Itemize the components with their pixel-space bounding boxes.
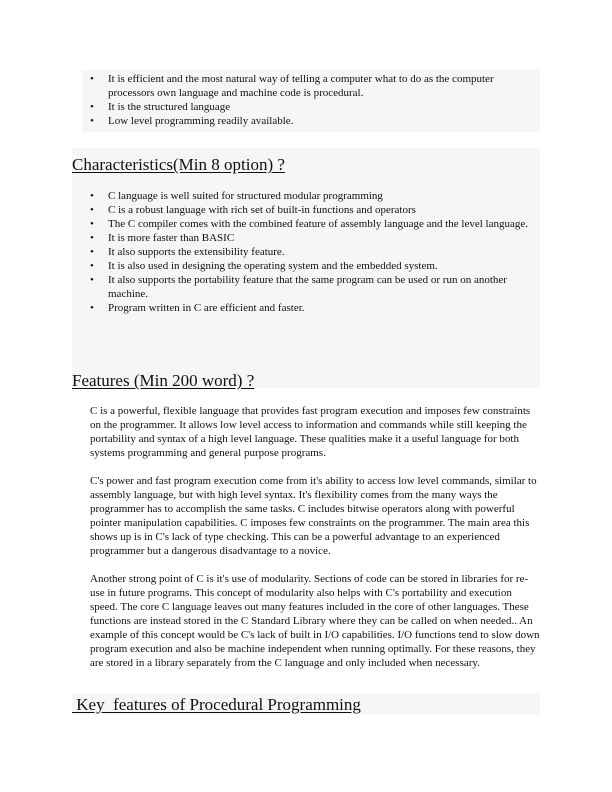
key-features-heading: Key features of Procedural Programming	[72, 695, 361, 714]
features-paragraph-2: C's power and fast program execution come from it's ability to access low level commands, similar to assembly language, but with high level syntax. It's flexibility comes from the many ways the programmer has to accomplish the same tasks. C includes bitwise operators along with powerful pointer manipulation capabilities. C imposes few constraints on the programmer. The main area this shows up is in C's lack of type checking. This can be a powerful advantage to an experienced programmer but a dangerous disadvantage to a novice.	[90, 475, 537, 557]
intro-list	[90, 72, 538, 128]
list-item: • The C compiler comes with the combined feature of assembly language and the level language.	[90, 217, 528, 231]
list-item: • It is efficient and the most natural way of telling a computer what to do as the computer processors own language and machine code is procedural.	[90, 72, 538, 100]
features-paragraph-3: Another strong point of C is it's use of modularity. Sections of code can be stored in libraries for re-use in future programs. This concept of modularity also helps with C's portability and execution speed. The core C language leaves out many features included in the core of other languages. These functions are instead stored in the C Standard Library where they can be called on when needed.. An example of this concept would be C's lack of built in I/O capabilities. I/O functions tend to slow down program execution and also be machine independent when running optimally. For these reasons, they are stored in a library separately from the C language and only included when necessary.	[90, 573, 540, 669]
list-item: • It also supports the extensibility feature.	[90, 245, 528, 259]
features-heading: Features (Min 200 word) ?	[72, 371, 255, 390]
characteristics-list	[90, 189, 528, 315]
list-item: • C language is well suited for structured modular programming	[90, 189, 528, 203]
list-item: • C is a robust language with rich set of built-in functions and operators	[90, 203, 528, 217]
list-item: • Low level programming readily available.	[90, 114, 538, 128]
list-item: • It is more faster than BASIC	[90, 231, 528, 245]
list-item: • It is also used in designing the operating system and the embedded system.	[90, 259, 528, 273]
list-item: • It is the structured language	[90, 100, 538, 114]
characteristics-heading: Characteristics(Min 8 option) ?	[72, 155, 285, 174]
features-paragraph-1: C is a powerful, flexible language that provides fast program execution and imposes few constraints on the programmer. It allows low level access to information and commands while still keeping the portability and syntax of a high level language. These qualities make it a useful language for both systems programming and general purpose programs.	[90, 405, 531, 459]
list-item: • Program written in C are efficient and faster.	[90, 301, 528, 315]
list-item: • It also supports the portability feature that the same program can be used or run on another machine.	[90, 273, 528, 301]
